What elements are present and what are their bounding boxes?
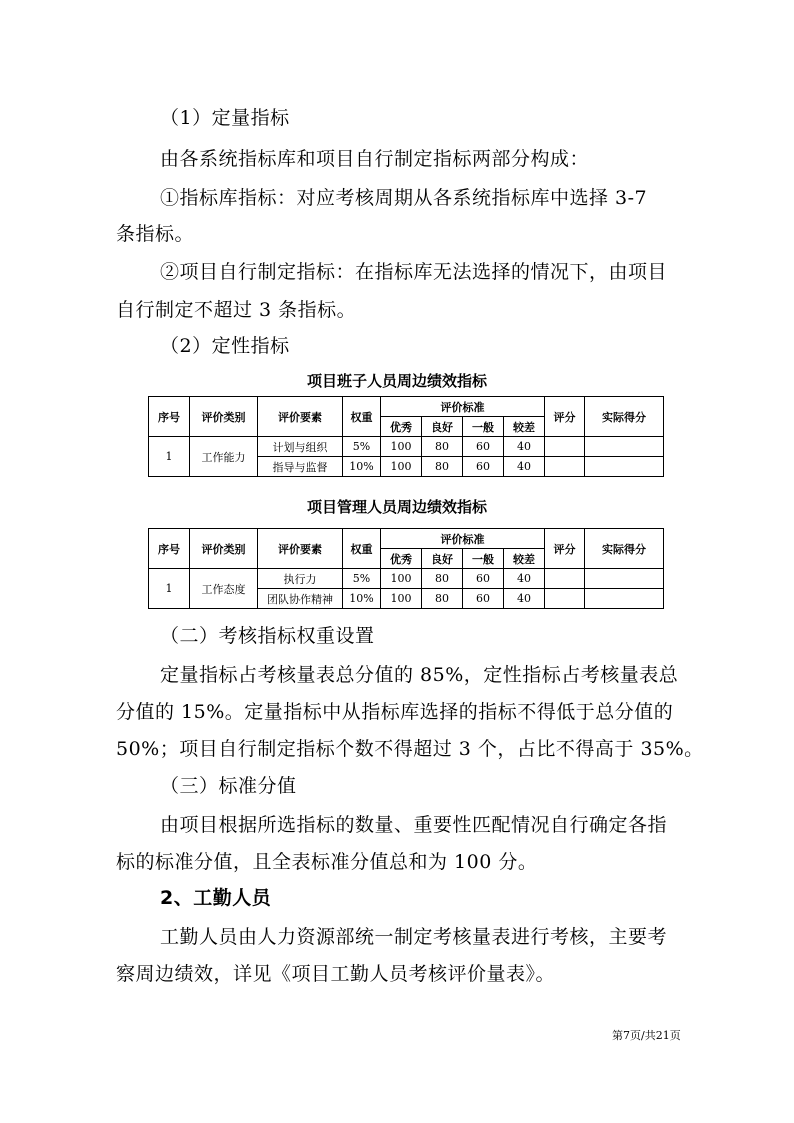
cell-score xyxy=(545,589,585,609)
cell-element: 计划与组织 xyxy=(258,437,343,457)
section3-heading: （三）标准分值 xyxy=(160,775,297,797)
header-no: 序号 xyxy=(149,397,190,437)
cell-no: 1 xyxy=(149,437,190,477)
cell-element: 执行力 xyxy=(258,569,343,589)
lib-line-1: ①指标库指标：对应考核周期从各系统指标库中选择 3-7 xyxy=(160,187,648,209)
cell-poor: 40 xyxy=(504,457,545,477)
cell-score xyxy=(545,437,585,457)
header-actual: 实际得分 xyxy=(585,397,664,437)
cell-poor: 40 xyxy=(504,437,545,457)
header-element: 评价要素 xyxy=(258,397,343,437)
header-standard: 评价标准 xyxy=(381,397,545,417)
cell-excellent: 100 xyxy=(381,569,422,589)
cell-no: 1 xyxy=(149,569,190,609)
cell-good: 80 xyxy=(422,569,463,589)
cell-category: 工作能力 xyxy=(190,437,258,477)
header-poor: 较差 xyxy=(504,549,545,569)
header-standard: 评价标准 xyxy=(381,529,545,549)
table2 xyxy=(148,528,664,609)
quant-heading: （1）定量指标 xyxy=(160,107,290,129)
header-excellent: 优秀 xyxy=(381,549,422,569)
cell-poor: 40 xyxy=(504,589,545,609)
cell-score xyxy=(545,569,585,589)
header-weight: 权重 xyxy=(343,397,381,437)
section4-line-2: 察周边绩效，详见《项目工勤人员考核评价量表》。 xyxy=(116,963,556,985)
header-element: 评价要素 xyxy=(258,529,343,569)
cell-poor: 40 xyxy=(504,569,545,589)
header-excellent: 优秀 xyxy=(381,417,422,437)
header-average: 一般 xyxy=(463,549,504,569)
page-number: 第7页/共21页 xyxy=(612,1029,681,1042)
cell-weight: 10% xyxy=(343,589,381,609)
cell-average: 60 xyxy=(463,457,504,477)
cell-actual xyxy=(585,589,664,609)
header-weight: 权重 xyxy=(343,529,381,569)
self-line-1: ②项目自行制定指标：在指标库无法选择的情况下，由项目 xyxy=(160,261,668,283)
cell-weight: 10% xyxy=(343,457,381,477)
cell-element: 指导与监督 xyxy=(258,457,343,477)
table-row xyxy=(149,569,664,589)
header-poor: 较差 xyxy=(504,417,545,437)
cell-weight: 5% xyxy=(343,569,381,589)
section2-line-2: 分值的 15%。定量指标中从指标库选择的指标不得低于总分值的 xyxy=(116,701,674,723)
cell-excellent: 100 xyxy=(381,437,422,457)
cell-average: 60 xyxy=(463,569,504,589)
qual-heading: （2）定性指标 xyxy=(160,335,290,357)
header-no: 序号 xyxy=(149,529,190,569)
header-good: 良好 xyxy=(422,417,463,437)
cell-excellent: 100 xyxy=(381,457,422,477)
section4-line-1: 工勤人员由人力资源部统一制定考核量表进行考核，主要考 xyxy=(160,926,668,948)
cell-good: 80 xyxy=(422,589,463,609)
header-good: 良好 xyxy=(422,549,463,569)
self-line-2: 自行制定不超过 3 条指标。 xyxy=(116,299,357,321)
header-score: 评分 xyxy=(545,397,585,437)
lib-line-2: 条指标。 xyxy=(116,223,195,245)
cell-category: 工作态度 xyxy=(190,569,258,609)
section3-line-1: 由项目根据所选指标的数量、重要性匹配情况自行确定各指 xyxy=(160,814,668,836)
section2-line-1: 定量指标占考核量表总分值的 85%，定性指标占考核量表总 xyxy=(160,664,679,686)
section4-heading: 2、工勤人员 xyxy=(160,887,272,909)
section2-heading: （二）考核指标权重设置 xyxy=(160,625,375,647)
cell-actual xyxy=(585,569,664,589)
cell-element: 团队协作精神 xyxy=(258,589,343,609)
table-row xyxy=(149,437,664,457)
cell-actual xyxy=(585,457,664,477)
section3-line-2: 标的标准分值，且全表标准分值总和为 100 分。 xyxy=(116,851,538,873)
cell-average: 60 xyxy=(463,589,504,609)
quant-intro: 由各系统指标库和项目自行制定指标两部分构成： xyxy=(160,148,590,170)
cell-good: 80 xyxy=(422,457,463,477)
header-category: 评价类别 xyxy=(190,529,258,569)
table1-title: 项目班子人员周边绩效指标 xyxy=(306,372,487,390)
cell-good: 80 xyxy=(422,437,463,457)
cell-excellent: 100 xyxy=(381,589,422,609)
table1 xyxy=(148,396,664,477)
cell-weight: 5% xyxy=(343,437,381,457)
header-score: 评分 xyxy=(545,529,585,569)
header-actual: 实际得分 xyxy=(585,529,664,569)
cell-average: 60 xyxy=(463,437,504,457)
header-average: 一般 xyxy=(463,417,504,437)
table2-title: 项目管理人员周边绩效指标 xyxy=(306,498,487,516)
section2-line-3: 50%；项目自行制定指标个数不得超过 3 个，占比不得高于 35%。 xyxy=(116,738,704,760)
cell-score xyxy=(545,457,585,477)
cell-actual xyxy=(585,437,664,457)
header-category: 评价类别 xyxy=(190,397,258,437)
